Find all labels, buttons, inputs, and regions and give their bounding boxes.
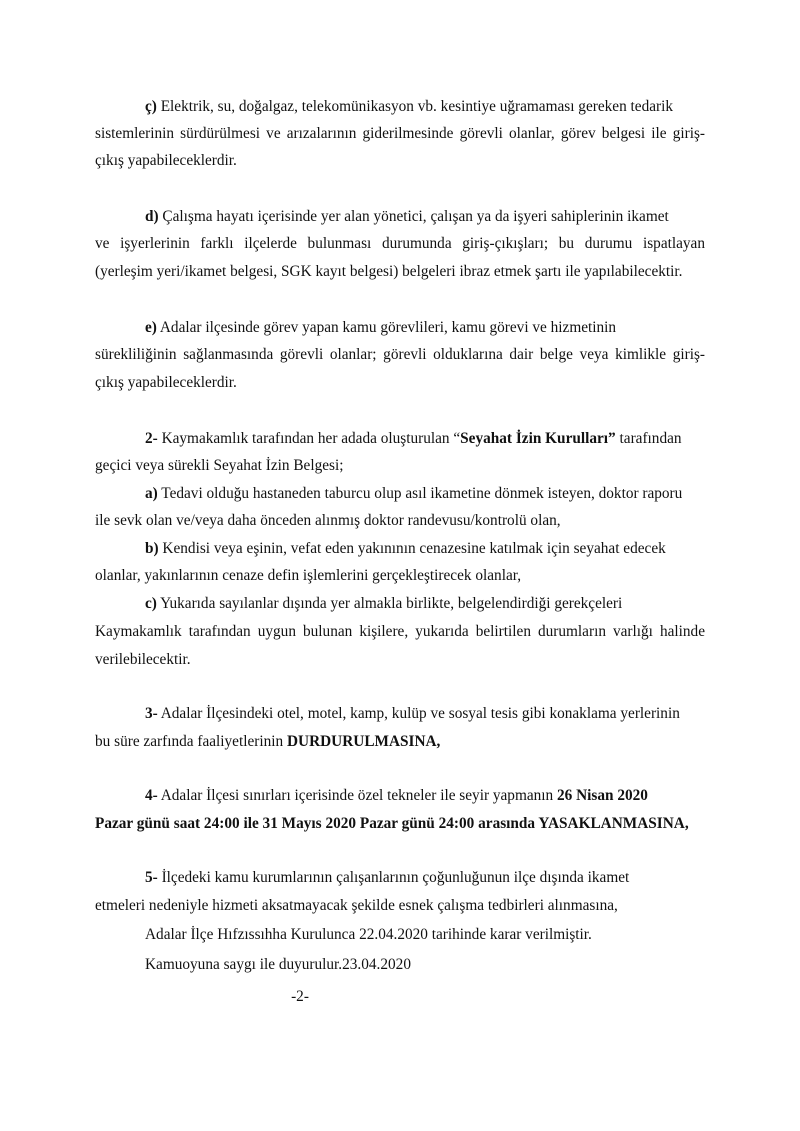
- closing-announcement: Kamuoyuna saygı ile duyurulur.23.04.2020: [145, 956, 411, 973]
- section-5-line-2: etmeleri nedeniyle hizmeti aksatmayacak şekilde esnek çalışma tedbirleri alınmasına,: [95, 897, 618, 914]
- item-c-line-2: sistemlerinin sürdürülmesi ve arızalarının giderilmesinde görevli olanlar, görev belgesi ile giriş-: [95, 125, 705, 142]
- item-d-line-3: (yerleşim yeri/ikamet belgesi, SGK kayıt belgesi) belgeleri ibraz etmek şartı ile yapılabilecektir.: [95, 263, 683, 280]
- item-e-label: e): [145, 319, 157, 336]
- item-d-line-1: d) Çalışma hayatı içerisinde yer alan yönetici, çalışan ya da işyeri sahiplerinin ikamet: [145, 208, 669, 225]
- section-2c-line-2: Kaymakamlık tarafından uygun bulunan kişilere, yukarıda belirtilen durumların varlığı halinde: [95, 623, 705, 640]
- section-2a-label: a): [145, 485, 158, 502]
- section-2-line-2: geçici veya sürekli Seyahat İzin Belgesi;: [95, 457, 344, 474]
- closing-decision: Adalar İlçe Hıfzıssıhha Kurulunca 22.04.2020 tarihinde karar verilmiştir.: [145, 926, 592, 943]
- page-number: -2-: [291, 988, 309, 1005]
- section-2c-line-1: c) Yukarıda sayılanlar dışında yer almakla birlikte, belgelendirdiği gerekçeleri: [145, 595, 623, 612]
- section-2b-label: b): [145, 540, 159, 557]
- section-4-line-2: Pazar günü saat 24:00 ile 31 Mayıs 2020 Pazar günü 24:00 arasında YASAKLANMASINA,: [95, 815, 689, 832]
- item-e-line-3: çıkış yapabileceklerdir.: [95, 374, 237, 391]
- item-c-label: ç): [145, 98, 157, 115]
- item-c-line-1: ç) Elektrik, su, doğalgaz, telekomünikasyon vb. kesintiye uğramaması gereken tedarik: [145, 98, 674, 115]
- section-2c-line-3: verilebilecektir.: [95, 651, 191, 668]
- section-5-line-1: 5- İlçedeki kamu kurumlarının çalışanlarının çoğunluğunun ilçe dışında ikamet: [145, 869, 630, 886]
- section-2a-line-2: ile sevk olan ve/veya daha önceden alınmış doktor randevusu/kontrolü olan,: [95, 512, 561, 529]
- item-e-line-1: e) Adalar ilçesinde görev yapan kamu görevlileri, kamu görevi ve hizmetinin: [145, 319, 617, 336]
- section-3-line-1: 3- Adalar İlçesindeki otel, motel, kamp, kulüp ve sosyal tesis gibi konaklama yerlerinin: [145, 705, 680, 722]
- section-3-label: 3-: [145, 705, 158, 722]
- section-5-label: 5-: [145, 869, 158, 886]
- section-2b-line-1: b) Kendisi veya eşinin, vefat eden yakınının cenazesine katılmak için seyahat edecek: [145, 540, 666, 557]
- section-4-line-1: 4- Adalar İlçesi sınırları içerisinde özel tekneler ile seyir yapmanın 26 Nisan 2020: [145, 787, 648, 804]
- section-2c-label: c): [145, 595, 157, 612]
- section-2-label: 2-: [145, 430, 158, 447]
- section-2a-line-1: a) Tedavi olduğu hastaneden taburcu olup asıl ikametine dönmek isteyen, doktor raporu: [145, 485, 683, 502]
- section-2b-line-2: olanlar, yakınlarının cenaze defin işlemlerini gerçekleştirecek olanlar,: [95, 567, 522, 584]
- item-d-line-2: ve işyerlerinin farklı ilçelerde bulunması durumunda giriş-çıkışları; bu durumu ispatlayan: [95, 235, 705, 252]
- item-e-line-2: sürekliliğinin sağlanmasında görevli olanlar; görevli olduklarına dair belge veya kimlikle giriş-: [95, 346, 705, 363]
- item-d-label: d): [145, 208, 159, 225]
- item-c-line-3: çıkış yapabileceklerdir.: [95, 152, 237, 169]
- section-2-line-1: 2- Kaymakamlık tarafından her adada oluşturulan “Seyahat İzin Kurulları” tarafından: [145, 430, 682, 447]
- section-4-label: 4-: [145, 787, 158, 804]
- section-3-line-2: bu süre zarfında faaliyetlerinin DURDURULMASINA,: [95, 733, 441, 750]
